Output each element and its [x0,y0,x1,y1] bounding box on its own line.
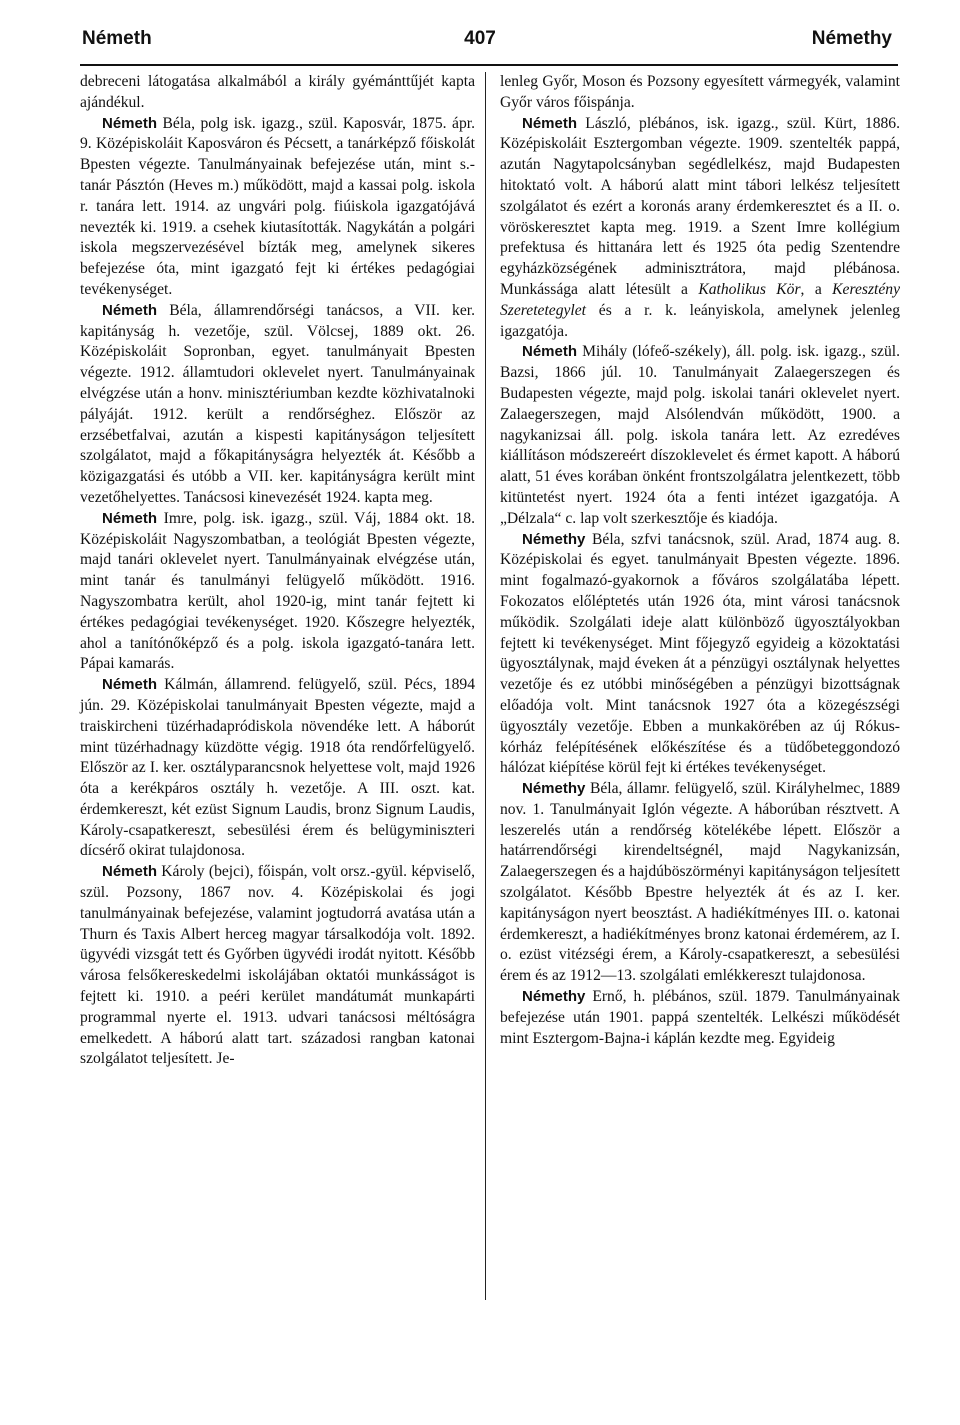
entry-name: Németh [102,676,158,694]
entry-text: lenleg Győr, Moson és Pozsony egyesített vármegyék, valamint Győr város főispánja. [500,73,900,111]
entry [500,114,900,343]
entry-text: Béla, államrendőrségi tanácsos, a VII. ker. kapitányság h. vezetője, szül. Völcsej, 1889 okt. 26. Középiskoláit Sopronban, egyet. tanulmányait Bpesten végezte. 1912. államtudori oklevelet nyert. Tanulmányainak elvégzése után a honv. minisztériumban kezdte közhivatalnoki pályáját. 1912. került a rendőrséghez. Először az erzsébetfalvai, azután a kispesti kapitányságon teljesített szolgálatot, majd a főkapitányságra helyezték át. Később a közigazgatási és utóbb a VII. ker. kapitányságra került mint vezetőhelyettes. Tanácsosi kinevezését 1924. kapta meg. [80,301,475,506]
entry [500,987,900,1049]
column-divider [485,72,486,1300]
entry-text: László, plébános, isk. igazg., szül. Kürt, 1886. Középiskoláit Esztergomban végezte. 1909. szentelték pappá, azután Nagytapolcsányban segédlelkész, majd Budapesten hitoktató volt. A háború alatt mint tábori lelkész teljesített szolgálatot és ezért a koronás arany érdemkeresztet és a II. o. vöröskeresztet kapta meg. 1919. a Szent Imre kollégium prefektusa és hittanára lett és 1925 óta pedig Szentendre egyházközségének adminisztrátora, majd plébánosa. Munkássága alatt létesült a [500,114,900,298]
entry-text: Mihály (lófeő-székely), áll. polg. isk. igazg., szül. Bazsi, 1866 júl. 10. Tanulmányait Zalaegerszegen és Budapesten végezte, majd polg. iskolai tanári oklevelet nyert. Zalaegerszegen, majd Alsólendván működött, 1900. a nagykanizsai áll. polg. iskola tanára lett. Az ezredéves kiállításon módszereért díszoklevelet és érmet kapott. A háború alatt, 51 éves korában önként frontszolgálatra jelentkezett, több kitüntetést nyert. 1924 óta a fenti intézet igazgatója. A „Délzala“ c. lap volt szerkesztője és kiadója. [500,343,900,527]
entry-text: Imre, polg. isk. igazg., szül. Váj, 1884 okt. 18. Középiskoláit Nagyszombatban, a teológiát Bpesten végezte, majd tanári oklevelet nyert. Tanulmányainak elvégzése után, mint tanár és tanulmányi felügyelő működött. 1916. Nagyszombatra került, ahol 1920-ig, mint tanár fejtett ki értékes pedagógiai tevékenységet. 1920. Kőszegre helyezték, ahol a tanítónőképző és a polg. iskola igazgató-tanára lett. Pápai kamarás. [80,509,475,673]
entry [80,675,475,862]
entry-text: és a r. k. leányiskola, amelynek jelenleg igazgatója. [500,301,900,340]
entry-name: Németh [102,509,158,527]
entry [500,779,900,987]
entry-name: Németh [522,343,578,361]
entry-name: Németh [102,114,158,132]
entry-emphasis: Katholikus Kör [698,280,801,298]
entry-name: Némethy [522,988,586,1006]
page-header [0,28,960,62]
entry-name: Némethy [522,530,586,548]
entry-text: Károly (bejci), főispán, volt orsz.-gyül. képviselő, szül. Pozsony, 1867 nov. 4. Középiskolai és jogi tanulmányainak befejezése, valamint jogtudorrá avatása után a Thurn és Taxis Albert herceg magyar társalkodója volt. 1892. ügyvédi vizsgát tett és Győrben ügyvédi irodát nyitott. Később városa felsőkereskedelmi iskolájában oktatói munkásságot is fejtett ki. 1910. a peéri kerület mandátumát munkapárti programmal nyerte el. 1913. udvari tanácsosi méltóságra emelkedett. A háború alatt tart. századosi rangban katonai szolgálatot teljesített. Je- [80,863,475,1068]
left-column [80,72,475,1070]
running-head-left: Németh [82,28,152,49]
entry-name: Németh [102,863,158,881]
entry [80,114,475,301]
entry-text: Béla, szfvi tanácsnok, szül. Arad, 1874 aug. 8. Középiskolai és egyet. tanulmányait Bpesten végezte. 1896. mint fogalmazó-gyakornok a főváros szolgálatába lépett. Fokozatos előléptetés után 1926 óta, mint városi tanácsnok működik. Szolgálati ideje alatt különböző ügyosztályokban fejtett ki tevékenységet. Mint főjegyző egyideig a közoktatási ügyosztálynak, majd éveken át a pénzügyi osztálynak helyettes vezetője és ez utóbbi minőségében a pénzügyi bizottságnak előadója volt. Mint tanácsnok 1927 óta a közegészségi ügyosztály vezetője. Ebben a munkakörében az új Rókus-kórház felépítésének előkészítése és a tüdőbeteggondozó hálózat kiépítése körül fejt ki értékes tevékenységet. [500,530,900,777]
entry-text: Kálmán, államrend. felügyelő, szül. Pécs, 1894 jún. 29. Középiskolai tanulmányait Bpesten végezte, majd a traiskircheni tüzérhadapródiskola növendéke lett. A háborút mint tüzérhadnagy küzdötte végig. 1918 óta rendőrfelügyelő. Először az I. ker. osztályparancsnok helyettese volt, majd 1926 óta a kerékpáros osztály h. vezetője. A III. oszt. kat. érdemkereszt, két ezüst Signum Laudis, bronz Signum Laudis, Károly-csapatkereszt, sebesülési érem és belügyminiszteri dícsérő okirat tulajdonosa. [80,676,475,860]
entry-emphasis: Keresztény Szeretetegylet [500,280,900,319]
entry-name: Németh [522,114,578,132]
entry [80,862,475,1070]
entry-name: Némethy [522,780,586,798]
entry-text: Ernő, h. plébános, szül. 1879. Tanulmányainak befejezése után 1901. pappá szentelték. Lelkészi működését mint Esztergom-Bajna-i káplán kezdte meg. Egyideig [500,988,900,1047]
header-rule [80,64,898,66]
entry-text: debreceni látogatása alkalmából a király gyémánttűjét kapta ajándékul. [80,73,475,111]
entry-name: Németh [102,301,158,319]
entry [80,301,475,509]
entry-text: Béla, polg isk. igazg., szül. Kaposvár, 1875. ápr. 9. Középiskoláit Kaposváron és Pécsett, a tanárképző főiskolát Bpesten végezte. Tanulmányainak befejezése után, mint s.-tanár Pásztón (Heves m.) működött, majd a kassai polg. iskola r. tanára lett. 1914. az ungvári polg. fiúiskola igazgatójává nevezték ki. 1919. a csehek kiutasították. Nagykátán a polgári iskola megszervezésével bízták meg, amelynek sikeres befejezése óta, mint igazgató fejt ki értékes pedagógiai tevékenységet. [80,114,475,298]
entry [80,509,475,675]
page-number: 407 [464,28,496,49]
entry-continuation [80,72,475,114]
right-column [500,72,900,1049]
entry [500,530,900,780]
running-head-right: Némethy [811,28,892,49]
entry-text: , a [800,280,833,298]
entry-continuation [500,72,900,114]
entry-text: Béla, államr. felügyelő, szül. Királyhelmec, 1889 nov. 1. Tanulmányait Iglón végezte. A háborúban résztvett. A leszerelés után a rendőrség kötelékébe lépett. Először a határrendőrségi kirendeltségnél, majd Nagykanizsán, Zalaegerszegen és a hajdúböszörményi kapitányságon teljesített szolgálatot. Később Bpestre helyezték át és az I. ker. kapitányságon nyert beosztást. A hadiékítményes III. o. katonai érdemkereszt, a hadiékítményes bronz katonai érdemérem, az I. o. ezüst vitézségi érem, a Károly-csapatkereszt, a sebesülési érem és az 1912—13. szolgálati emlékkereszt tulajdonosa. [500,780,900,985]
entry [500,342,900,529]
